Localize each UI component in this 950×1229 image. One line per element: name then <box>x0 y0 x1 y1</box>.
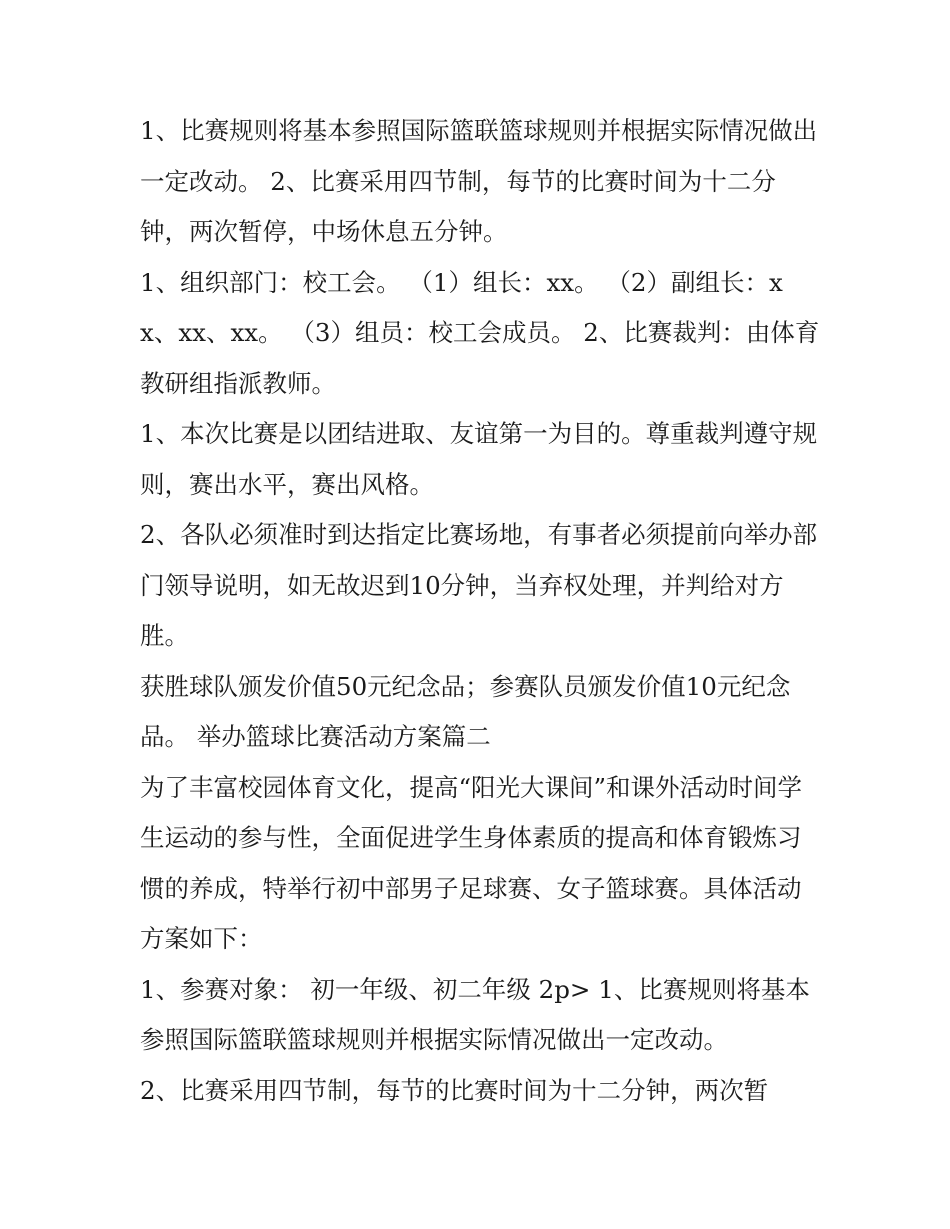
paragraph-organization: 1、组织部门：校工会。 （1）组长：xx。 （2）副组长：xx、xx、xx。 （3）组员：校工会成员。 2、比赛裁判：由体育教研组指派教师。 <box>140 267 820 398</box>
paragraph-rules: 1、比赛规则将基本参照国际篮联篮球规则并根据实际情况做出一定改动。 2、比赛采用四节制，每节的比赛时间为十二分钟，两次暂停，中场休息五分钟。 <box>140 116 818 246</box>
paragraph-punctuality: 2、各队必须准时到达指定比赛场地，有事者必须提前向举办部门领导说明，如无故迟到10分钟，当弃权处理，并判给对方胜。 <box>140 520 818 650</box>
paragraph-purpose: 1、本次比赛是以团结进取、友谊第一为目的。尊重裁判遵守规则，赛出水平，赛出风格。 <box>140 419 818 499</box>
paragraph-awards: 获胜球队颁发价值50元纪念品；参赛队员颁发价值10元纪念品。 举办篮球比赛活动方案篇二 <box>140 671 791 751</box>
document-body <box>140 106 820 1116</box>
paragraph-participants: 1、参赛对象： 初一年级、初二年级 2p> 1、比赛规则将基本参照国际篮联篮球规则并根据实际情况做出一定改动。 <box>140 974 810 1054</box>
paragraph-intro: 为了丰富校园体育文化，提高“阳光大课间”和课外活动时间学生运动的参与性，全面促进学生身体素质的提高和体育锻炼习惯的养成，特举行初中部男子足球赛、女子篮球赛。具体活动方案如下： <box>140 772 803 953</box>
paragraph-format: 2、比赛采用四节制，每节的比赛时间为十二分钟，两次暂 <box>140 1075 769 1105</box>
